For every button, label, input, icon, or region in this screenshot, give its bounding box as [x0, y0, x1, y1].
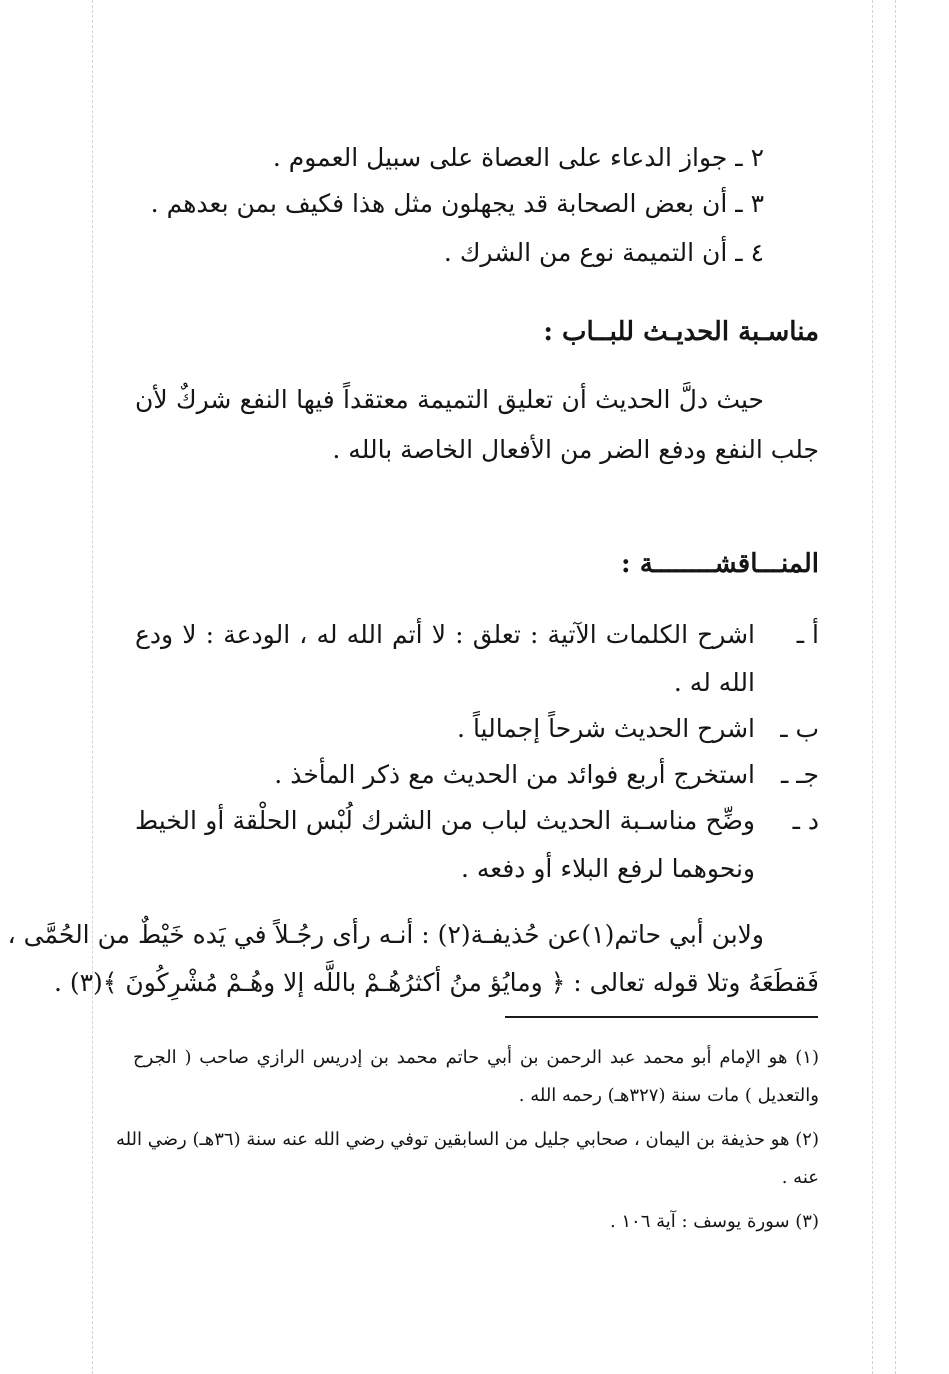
item-text-continuation: الله له .	[673, 668, 755, 697]
item-text: استخرج أربع فوائد من الحديث مع ذكر المأخذ .	[274, 760, 755, 789]
item-text: اشرح الحديث شرحاً إجمالياً .	[457, 714, 755, 743]
scan-artifact-line	[92, 0, 93, 1374]
footnote-separator	[505, 1016, 818, 1018]
item-text: اشرح الكلمات الآتية : تعلق : لا أتم الله له ، الودعة : لا ودع	[135, 620, 755, 649]
discussion-heading: المنـــاقشــــــــة :	[621, 549, 819, 579]
benefit-item: ٤ ـ أن التميمة نوع من الشرك .	[443, 238, 764, 267]
discussion-item	[135, 712, 819, 746]
discussion-item	[135, 804, 819, 838]
narration-line: ولابن أبي حاتم(١)عن حُذيفـة(٢) : أنـه رأى رجُـلاً في يَده خَيْطٌ من الحُمَّى ،	[7, 920, 764, 949]
discussion-item	[135, 618, 819, 652]
item-marker: د ـ	[792, 806, 819, 835]
benefit-item: ٣ ـ أن بعض الصحابة قد يجهلون مثل هذا فكيف بمن بعدهم .	[150, 189, 764, 218]
relevance-heading: مناسـبة الحديـث للبــاب :	[543, 317, 819, 347]
relevance-text-line: جلب النفع ودفع الضر من الأفعال الخاصة بالله .	[332, 435, 819, 464]
discussion-item	[135, 758, 819, 792]
narration-line: فَقطَعَهُ وتلا قوله تعالى : ﴿ ومايُؤ منُ أكثرُهُـمْ باللَّه إلا وهُـمْ مُشْرِكُونَ ﴾(٣) .	[53, 968, 819, 997]
benefit-item: ٢ ـ جواز الدعاء على العصاة على سبيل العموم .	[272, 143, 764, 172]
item-marker: جـ ـ	[780, 760, 819, 789]
scan-artifact-line	[872, 0, 873, 1374]
item-marker: ب ـ	[780, 714, 819, 743]
footnote-line: (٢) هو حذيفة بن اليمان ، صحابي جليل من السابقين توفي رضي الله عنه سنة (٣٦هـ) رضي الله	[115, 1129, 819, 1150]
item-text-continuation: ونحوهما لرفع البلاء أو دفعه .	[460, 854, 755, 883]
item-text: وضِّح مناسـبة الحديث لباب من الشرك لُبْس الحلْقة أو الخيط	[135, 806, 755, 835]
footnote-line: (١) هو الإمام أبو محمد عبد الرحمن بن أبي حاتم محمد بن إدريس الرازي صاحب ( الجرح	[133, 1047, 819, 1068]
footnote-line: عنه .	[781, 1167, 819, 1188]
scan-artifact-line	[895, 0, 896, 1374]
footnote-line: (٣) سورة يوسف : آية ١٠٦ .	[609, 1211, 819, 1232]
relevance-text-line: حيث دلَّ الحديث أن تعليق التميمة معتقداً فيها النفع شركٌ لأن	[135, 385, 764, 414]
item-marker: أ ـ	[796, 620, 819, 649]
footnote-line: والتعديل ) مات سنة (٣٢٧هـ) رحمه الله .	[518, 1085, 819, 1106]
